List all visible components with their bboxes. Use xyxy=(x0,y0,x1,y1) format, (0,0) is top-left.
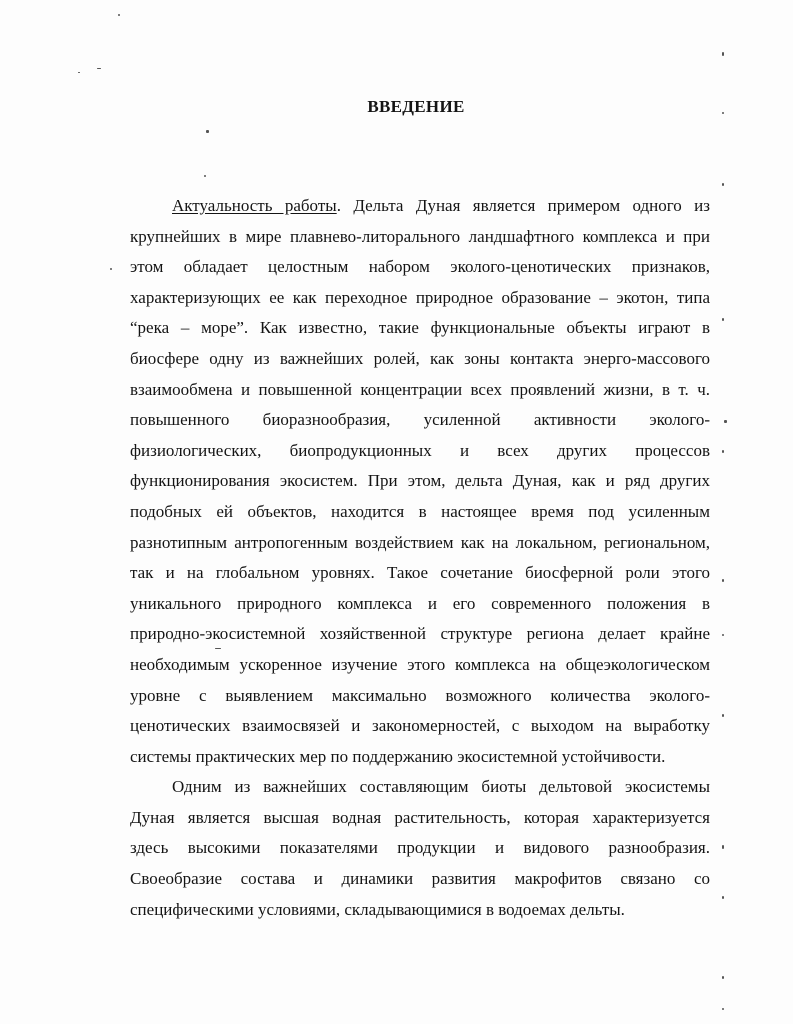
text-line: специфическими условиями, складывающимися в водоемах дельты. xyxy=(130,899,625,919)
text-line: повышенного биоразнообразия, усиленной активности эколого- xyxy=(130,410,710,430)
underlined-phrase: Актуальность работы xyxy=(172,196,337,215)
scan-speck xyxy=(204,175,206,177)
scan-speck xyxy=(110,268,112,270)
text-line: функционирования экосистем. При этом, дельта Дуная, как и ряд других xyxy=(130,471,710,491)
text-line: этом обладает целостным набором эколого-ценотических признаков, xyxy=(130,257,710,277)
scan-speck xyxy=(722,845,724,849)
scan-speck xyxy=(215,648,221,649)
scan-speck xyxy=(97,68,101,69)
text-line: необходимым ускоренное изучение этого комплекса на общеэкологическом xyxy=(130,654,710,674)
text-line: уровне с выявлением максимально возможного количества эколого- xyxy=(130,685,710,705)
scan-speck xyxy=(118,14,120,16)
text-line: разнотипным антропогенным воздействием как на локальном, региональном, xyxy=(130,532,710,552)
scan-speck xyxy=(722,714,724,717)
text-line: здесь высокими показателями продукции и видового разнообразия. xyxy=(130,838,710,858)
scan-speck xyxy=(722,1008,724,1010)
scan-speck xyxy=(722,976,724,979)
page-title: ВВЕДЕНИЕ xyxy=(367,97,465,116)
text-line: так и на глобальном уровнях. Такое сочетание биосферной роли этого xyxy=(130,563,710,583)
scan-speck xyxy=(722,579,724,582)
document-body xyxy=(130,191,710,925)
text-line: ценотических взаимосвязей и закономерностей, с выходом на выработку xyxy=(130,716,710,736)
text-line: системы практических мер по поддержанию экосистемной устойчивости. xyxy=(130,746,666,766)
scan-speck xyxy=(206,130,209,133)
text-line: крупнейших в мире плавнево-литорального ландшафтного комплекса и при xyxy=(130,226,710,246)
text-line: взаимообмена и повышенной концентрации всех проявлений жизни, в т. ч. xyxy=(130,379,710,399)
text-line: Дуная является высшая водная растительность, которая характеризуется xyxy=(130,807,710,827)
scan-speck xyxy=(724,420,727,423)
scan-speck xyxy=(722,318,724,321)
text-line: “река – море”. Как известно, такие функциональные объекты играют в xyxy=(130,318,710,338)
text-line: характеризующих ее как переходное природное образование – экотон, типа xyxy=(130,287,710,307)
text-line: Одним из важнейших составляющим биоты дельтовой экосистемы xyxy=(172,777,710,797)
text-line: биосфере одну из важнейших ролей, как зоны контакта энерго-массового xyxy=(130,348,710,368)
scan-speck xyxy=(722,183,724,186)
scan-speck xyxy=(722,112,724,114)
text-line: Своеобразие состава и динамики развития макрофитов связано со xyxy=(130,869,710,889)
text-line xyxy=(130,191,710,222)
text-line: уникального природного комплекса и его современного положения в xyxy=(130,593,710,613)
scan-speck xyxy=(722,450,724,453)
scan-speck xyxy=(78,72,80,73)
scan-speck xyxy=(722,896,724,899)
text-line: физиологических, биопродукционных и всех других процессов xyxy=(130,440,710,460)
text-line: подобных ей объектов, находится в настоящее время под усиленным xyxy=(130,501,710,521)
scan-speck xyxy=(722,52,724,56)
text-line: природно-экосистемной хозяйственной структуре региона делает крайне xyxy=(130,624,710,644)
text-line-rest: . Дельта Дуная является примером одного из xyxy=(336,196,710,215)
scan-speck xyxy=(722,634,724,636)
